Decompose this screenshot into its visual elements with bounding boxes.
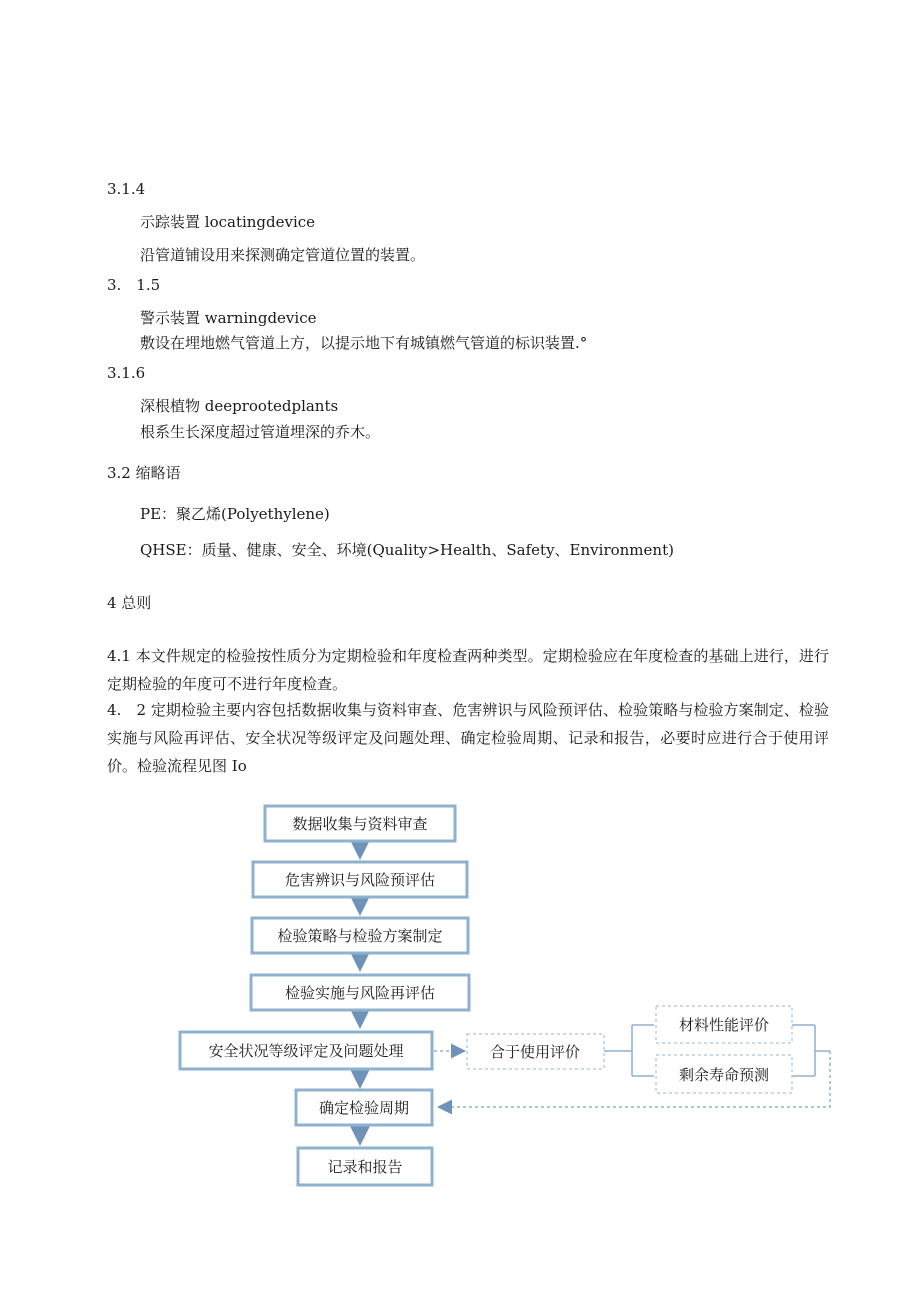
svg-text:检验策略与检验方案制定: 检验策略与检验方案制定 [277, 927, 443, 945]
definition-locating-device: 沿管道铺设用来探测确定管道位置的装置。 [140, 246, 426, 264]
term-locating-device: 示踪装置 locatingdevice [140, 213, 316, 231]
step-records-report [298, 1148, 432, 1185]
step-data-collection [265, 806, 455, 841]
paragraph-4-2: 4. 2 定期检验主要内容包括数据收集与资料审查、危害辨识与风险预评估、检验策略与检验方案制定、检验实施与风险再评估、安全状况等级评定及问题处理、确定检验周期、记录和报告，必要时应进行合于使用评价。检验流程见图 Io [107, 701, 829, 775]
step-inspection-period [296, 1090, 432, 1125]
paragraph-4-1: 4.1 本文件规定的检验按性质分为定期检验和年度检查两种类型。定期检验应在年度检查的基础上进行，进行定期检验的年度可不进行年度检查。 [107, 647, 829, 693]
section-heading-general: 4 总则 [107, 594, 152, 612]
step-safety-rating [180, 1032, 432, 1069]
svg-text:安全状况等级评定及问题处理: 安全状况等级评定及问题处理 [208, 1042, 404, 1060]
remaining-life-box [656, 1055, 792, 1093]
abbreviation-pe: PE：聚乙烯(Polyethylene) [140, 505, 330, 523]
svg-text:数据收集与资料审查: 数据收集与资料审查 [292, 815, 428, 833]
clause-number-3-1-6: 3.1.6 [107, 364, 146, 382]
svg-text:记录和报告: 记录和报告 [327, 1158, 403, 1176]
svg-text:剩余寿命预测: 剩余寿命预测 [678, 1066, 770, 1084]
term-deep-rooted-plants: 深根植物 deeprootedplants [140, 397, 339, 415]
svg-text:材料性能评价: 材料性能评价 [678, 1016, 770, 1034]
svg-text:确定检验周期: 确定检验周期 [318, 1099, 410, 1117]
material-performance-box [656, 1006, 792, 1043]
svg-text:危害辨识与风险预评估: 危害辨识与风险预评估 [284, 871, 436, 889]
definition-deep-rooted-plants: 根系生长深度超过管道埋深的乔木。 [140, 423, 381, 441]
svg-text:合于使用评价: 合于使用评价 [489, 1043, 581, 1061]
clause-number-3-1-4: 3.1.4 [107, 180, 146, 198]
abbreviation-qhse: QHSE：质量、健康、安全、环境(Quality>Health、Safety、Environment) [140, 541, 674, 559]
step-inspection-strategy [252, 918, 468, 953]
fitness-for-service-box [467, 1034, 604, 1069]
section-heading-abbreviations: 3.2 缩略语 [107, 464, 181, 482]
svg-text:检验实施与风险再评估: 检验实施与风险再评估 [284, 984, 436, 1002]
step-hazard-identification [253, 862, 467, 897]
term-warning-device: 警示装置 warningdevice [140, 309, 317, 327]
step-inspection-implementation [251, 975, 469, 1010]
definition-warning-device: 敷设在埋地燃气管道上方，以提示地下有城镇燃气管道的标识装置.° [140, 334, 588, 352]
clause-number-3-1-5: 3. 1.5 [107, 276, 161, 294]
